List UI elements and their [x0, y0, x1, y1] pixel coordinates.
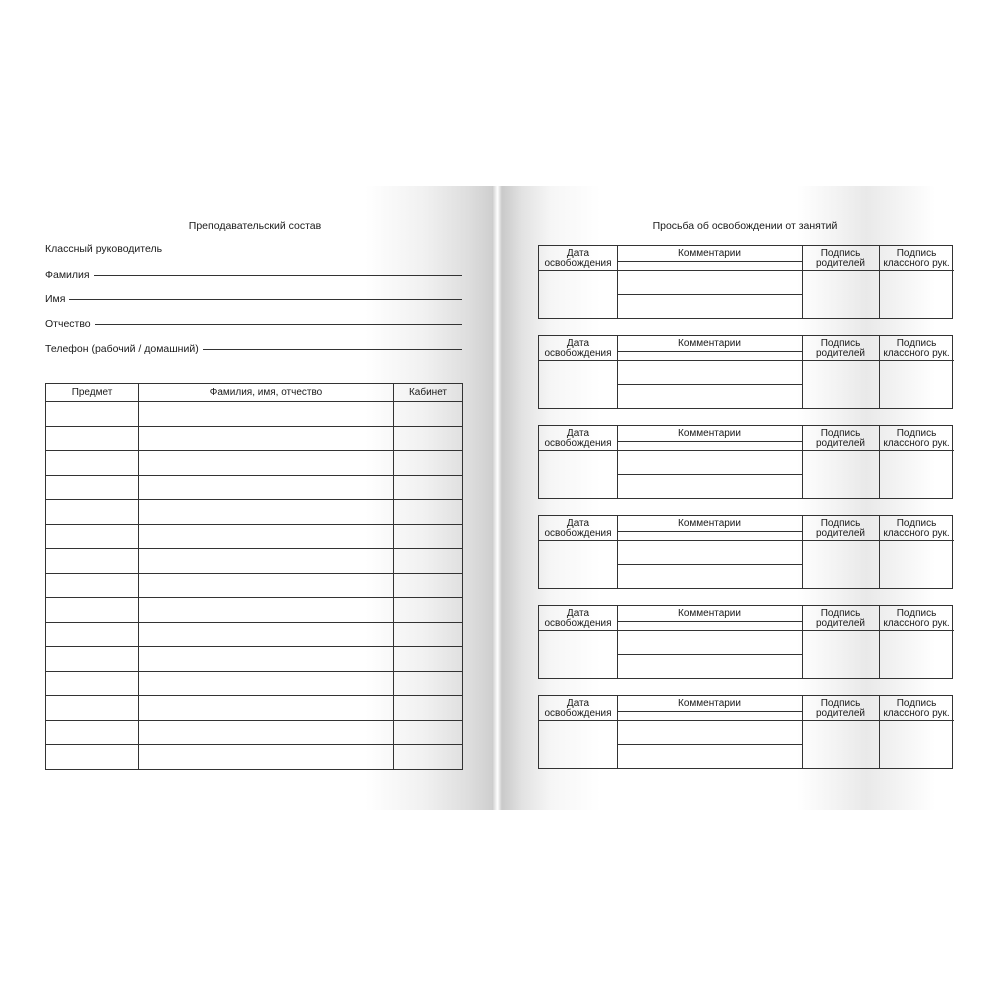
table-row [46, 720, 463, 745]
row-divider [539, 720, 617, 721]
fullname-cell[interactable] [139, 402, 394, 427]
row-divider [617, 540, 802, 541]
name-field[interactable]: Имя [45, 293, 462, 305]
release-form [538, 425, 953, 499]
row-divider [617, 360, 802, 361]
subject-cell[interactable] [46, 426, 139, 451]
fullname-cell[interactable] [139, 745, 394, 770]
room-header: Кабинет [394, 384, 463, 402]
teacher-signature-label: Подпись классного рук. [883, 428, 950, 449]
subject-cell[interactable] [46, 524, 139, 549]
fullname-cell[interactable] [139, 549, 394, 574]
comments-label: Комментарии [678, 518, 741, 529]
subject-cell[interactable] [46, 647, 139, 672]
subject-cell[interactable] [46, 671, 139, 696]
fullname-cell[interactable] [139, 475, 394, 500]
teacher-signature-label: Подпись классного рук. [883, 698, 950, 719]
right-page-title: Просьба об освобождении от занятий [652, 220, 838, 232]
class-teacher-label: Классный руководитель [45, 243, 163, 255]
subject-cell[interactable] [46, 598, 139, 623]
release-form [538, 245, 953, 319]
row-divider [539, 450, 617, 451]
date-label: Дата освобождения [544, 698, 612, 719]
table-row [46, 475, 463, 500]
parent-signature-label: Подпись родителей [815, 338, 865, 359]
row-divider [539, 360, 617, 361]
fullname-cell[interactable] [139, 598, 394, 623]
row-divider [617, 450, 802, 451]
surname-field[interactable]: Фамилия [45, 269, 462, 281]
release-form [538, 605, 953, 679]
table-row [46, 549, 463, 574]
fullname-cell[interactable] [139, 524, 394, 549]
subject-cell[interactable] [46, 475, 139, 500]
parent-signature-label: Подпись родителей [815, 518, 865, 539]
table-row [46, 524, 463, 549]
room-cell[interactable] [394, 598, 463, 623]
fullname-cell[interactable] [139, 451, 394, 476]
room-cell[interactable] [394, 647, 463, 672]
fullname-cell[interactable] [139, 426, 394, 451]
room-cell[interactable] [394, 549, 463, 574]
teachers-table [45, 383, 463, 770]
teacher-signature-label: Подпись классного рук. [883, 248, 950, 269]
date-label: Дата освобождения [544, 428, 612, 449]
row-divider [802, 450, 954, 451]
room-cell[interactable] [394, 745, 463, 770]
row-divider [539, 540, 617, 541]
row-divider [802, 360, 954, 361]
subject-cell[interactable] [46, 402, 139, 427]
room-cell[interactable] [394, 451, 463, 476]
table-row [46, 696, 463, 721]
row-divider [617, 351, 802, 352]
room-cell[interactable] [394, 524, 463, 549]
fullname-cell[interactable] [139, 671, 394, 696]
parent-signature-label: Подпись родителей [815, 248, 865, 269]
table-row [46, 451, 463, 476]
row-divider [539, 630, 617, 631]
row-divider [617, 654, 802, 655]
row-divider [617, 294, 802, 295]
subject-cell[interactable] [46, 549, 139, 574]
table-row [46, 402, 463, 427]
comments-label: Комментарии [678, 608, 741, 619]
subject-cell[interactable] [46, 573, 139, 598]
date-label: Дата освобождения [544, 608, 612, 629]
room-cell[interactable] [394, 500, 463, 525]
phone-field[interactable]: Телефон (рабочий / домашний) [45, 343, 462, 355]
book-gutter [492, 186, 502, 810]
teacher-signature-label: Подпись классного рук. [883, 338, 950, 359]
table-row [46, 573, 463, 598]
subject-cell[interactable] [46, 500, 139, 525]
room-cell[interactable] [394, 720, 463, 745]
subject-cell[interactable] [46, 745, 139, 770]
row-divider [617, 744, 802, 745]
comments-label: Комментарии [678, 248, 741, 259]
row-divider [617, 384, 802, 385]
room-cell[interactable] [394, 426, 463, 451]
row-divider [617, 720, 802, 721]
row-divider [617, 441, 802, 442]
room-cell[interactable] [394, 696, 463, 721]
row-divider [617, 261, 802, 262]
comments-label: Комментарии [678, 698, 741, 709]
row-divider [617, 564, 802, 565]
row-divider [617, 474, 802, 475]
row-divider [617, 270, 802, 271]
table-row [46, 671, 463, 696]
subject-cell[interactable] [46, 451, 139, 476]
subject-cell[interactable] [46, 622, 139, 647]
table-row [46, 647, 463, 672]
row-divider [617, 711, 802, 712]
table-row [46, 622, 463, 647]
fullname-cell[interactable] [139, 720, 394, 745]
date-label: Дата освобождения [544, 518, 612, 539]
room-cell[interactable] [394, 475, 463, 500]
subject-header: Предмет [46, 384, 139, 402]
table-row [46, 598, 463, 623]
parent-signature-label: Подпись родителей [815, 608, 865, 629]
parent-signature-label: Подпись родителей [815, 428, 865, 449]
row-divider [802, 720, 954, 721]
patronymic-field[interactable]: Отчество [45, 318, 462, 330]
row-divider [617, 621, 802, 622]
fullname-cell[interactable] [139, 647, 394, 672]
fullname-cell[interactable] [139, 622, 394, 647]
fullname-header: Фамилия, имя, отчество [139, 384, 394, 402]
fullname-cell[interactable] [139, 696, 394, 721]
release-form [538, 335, 953, 409]
table-row [46, 426, 463, 451]
date-label: Дата освобождения [544, 338, 612, 359]
release-form [538, 515, 953, 589]
fullname-cell[interactable] [139, 500, 394, 525]
teacher-signature-label: Подпись классного рук. [883, 608, 950, 629]
fullname-cell[interactable] [139, 573, 394, 598]
table-row [46, 745, 463, 770]
room-cell[interactable] [394, 402, 463, 427]
parent-signature-label: Подпись родителей [815, 698, 865, 719]
date-label: Дата освобождения [544, 248, 612, 269]
release-form [538, 695, 953, 769]
subject-cell[interactable] [46, 696, 139, 721]
row-divider [617, 531, 802, 532]
comments-label: Комментарии [678, 428, 741, 439]
table-row [46, 500, 463, 525]
row-divider [617, 630, 802, 631]
room-cell[interactable] [394, 573, 463, 598]
left-page-title: Преподавательский состав [188, 220, 322, 232]
subject-cell[interactable] [46, 720, 139, 745]
row-divider [802, 630, 954, 631]
teacher-signature-label: Подпись классного рук. [883, 518, 950, 539]
room-cell[interactable] [394, 622, 463, 647]
comments-label: Комментарии [678, 338, 741, 349]
row-divider [802, 270, 954, 271]
room-cell[interactable] [394, 671, 463, 696]
row-divider [802, 540, 954, 541]
teachers-table-header [46, 384, 463, 402]
row-divider [539, 270, 617, 271]
